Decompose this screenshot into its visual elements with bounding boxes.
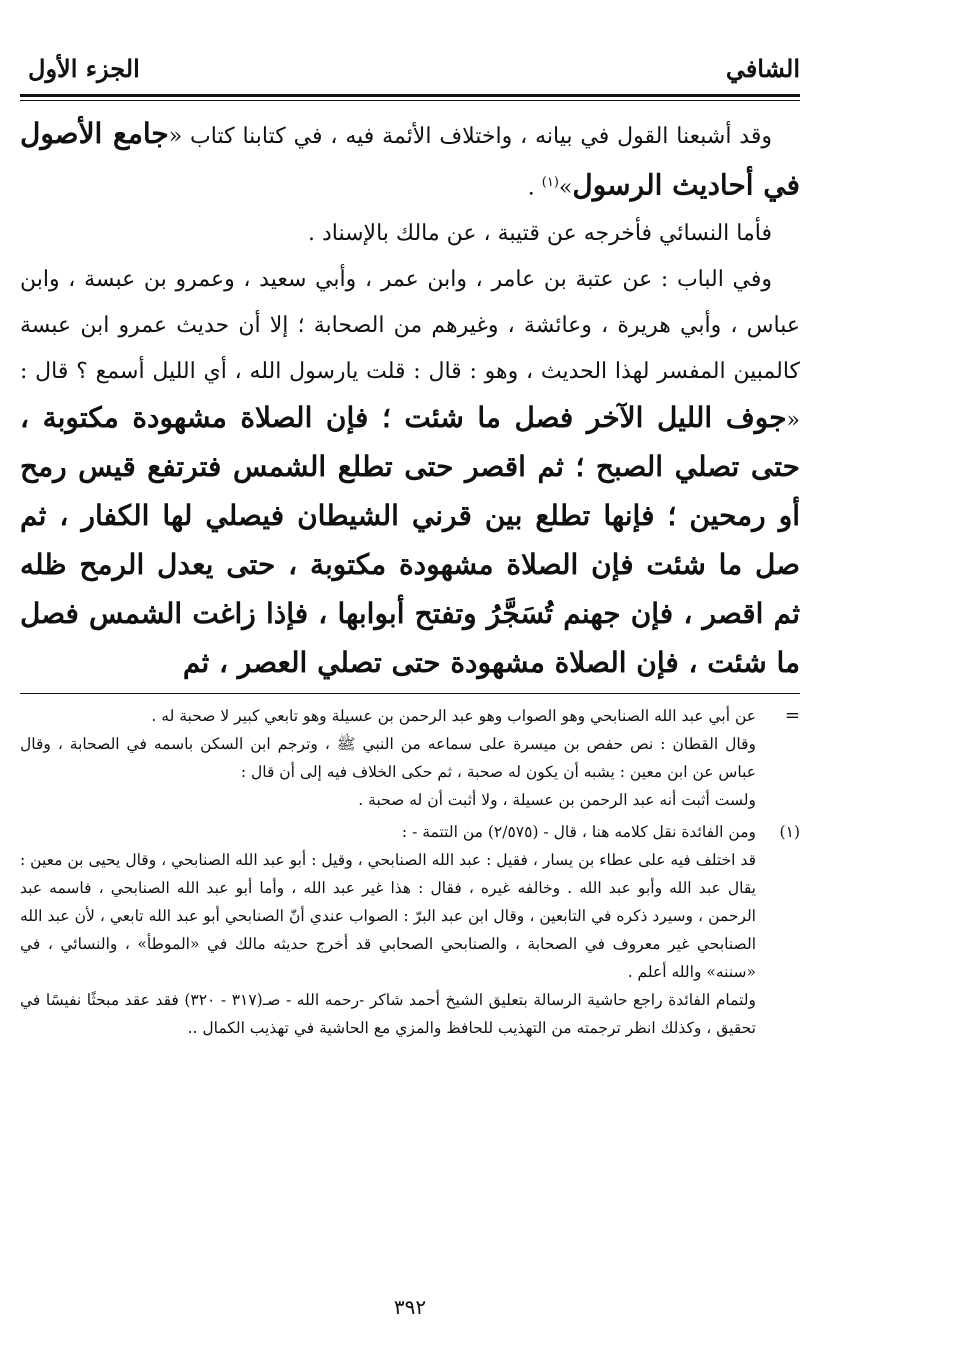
p1-book-title: جامع الأصول في أحاديث الرسول <box>20 117 800 202</box>
footnote-separator <box>20 693 800 694</box>
continuation-marker: = <box>784 705 800 727</box>
paragraph-1 <box>20 111 800 211</box>
footnote-1 <box>20 818 800 1042</box>
main-text <box>20 111 800 689</box>
footnote-continuation <box>20 702 800 814</box>
p1-text: وقد أشبعنا القول في بيانه ، واختلاف الأئمة فيه ، في كتابنا كتاب « <box>168 124 772 149</box>
book-page <box>20 50 800 1046</box>
fn1-line-1: ومن الفائدة نقل كلامه هنا ، قال - (٢/٥٧٥) من التتمة - : <box>401 823 756 842</box>
footnote-ref-1: (١) <box>541 175 559 190</box>
fn0-line-2: وقال القطان : نص حفص بن ميسرة على سماعه من النبي ﷺ ، وترجم ابن السكن باسمه في الصحابة ، وقال عباس عن ابن معين : يشبه أن يكون له صحبة ، ثم حكى الخلاف فيه إلى أن قال : <box>20 735 756 782</box>
running-header <box>20 50 800 92</box>
fn1-line-3: ولتمام الفائدة راجع حاشية الرسالة بتعليق الشيخ أحمد شاكر -رحمه الله - صـ(٣١٧ - ٣٢٠) فقد عقد مبحثًا نفيسًا في تحقيق ، وكذلك انظر ترجمته من التهذيب للحافظ والمزي مع الحاشية في تهذيب الكمال .. <box>20 991 756 1038</box>
p3-text: وفي الباب : عن عتبة بن عامر ، وابن عمر ، وأبي سعيد ، وعمرو بن عبسة ، وابن عباس ، وأبي هريرة ، وعائشة ، وغيرهم من الصحابة ؛ إلا أن حديث عمرو ابن عبسة كالمبين المفسر لهذا الحديث ، وهو : قال : قلت يارسول الله ، أي الليل أسمع ؟ قال : « <box>20 267 800 434</box>
header-book-title: الشافي <box>725 54 800 83</box>
header-rule-thick <box>20 94 800 97</box>
p1-quote-close: » <box>558 175 573 201</box>
fn1-line-2: قد اختلف فيه على عطاء بن يسار ، فقيل : عبد الله الصنابحي ، وقيل : أبو عبد الله الصنابحي ، وقال يحيى بن معين : يقال عبد الله وأبو عبد الله . وخالفه غيره ، فقال : هذا غير عبد الله ، وأما أبو عبد الله الصنابحي ، فاسمه عبد الرحمن ، وسيرد ذكره في التابعين ، وقال ابن عبد البرّ : الصواب عندي أنّ الصنابحي أبو عبد الله تابعي ، لأن عبد الله الصنابحي غير معروف في الصحابة ، والصنابحي الصحابي قد أخرج حديثه مالك في «الموطأ» ، والنسائي ، في «سننه» والله أعلم . <box>20 851 756 982</box>
header-rule-thin <box>20 100 800 101</box>
footnotes <box>20 702 800 1042</box>
footnote-1-marker: (١) <box>779 823 800 842</box>
header-volume: الجزء الأول <box>28 54 140 83</box>
page-number: ٣٩٢ <box>393 1295 427 1319</box>
fn0-line-3: ولست أثبت أنه عبد الرحمن بن عسيلة ، ولا أثبت أن له صحبة . <box>358 791 756 810</box>
fn0-line-1: عن أبي عبد الله الصنابحي وهو الصواب وهو عبد الرحمن بن عسيلة وهو تابعي كبير لا صحبة له . <box>151 707 756 726</box>
p3-hadith-text: جوف الليل الآخر فصل ما شئت ؛ فإن الصلاة مشهودة مكتوبة ، حتى تصلي الصبح ؛ ثم اقصر حتى تطلع الشمس فترتفع قيس رمح أو رمحين ؛ فإنها تطلع بين قرني الشيطان فيصلي لها الكفار ، ثم صل ما شئت فإن الصلاة مشهودة مكتوبة ، حتى يعدل الرمح ظله ثم اقصر ، فإن جهنم تُسَجَّرُ وتفتح أبوابها ، فإذا زاغت الشمس فصل ما شئت ، فإن الصلاة مشهودة حتى تصلي العصر ، ثم <box>20 401 800 680</box>
p1-end: . <box>527 175 542 201</box>
paragraph-3 <box>20 257 800 689</box>
paragraph-2: فأما النسائي فأخرجه عن قتيبة ، عن مالك بالإسناد . <box>308 221 772 247</box>
